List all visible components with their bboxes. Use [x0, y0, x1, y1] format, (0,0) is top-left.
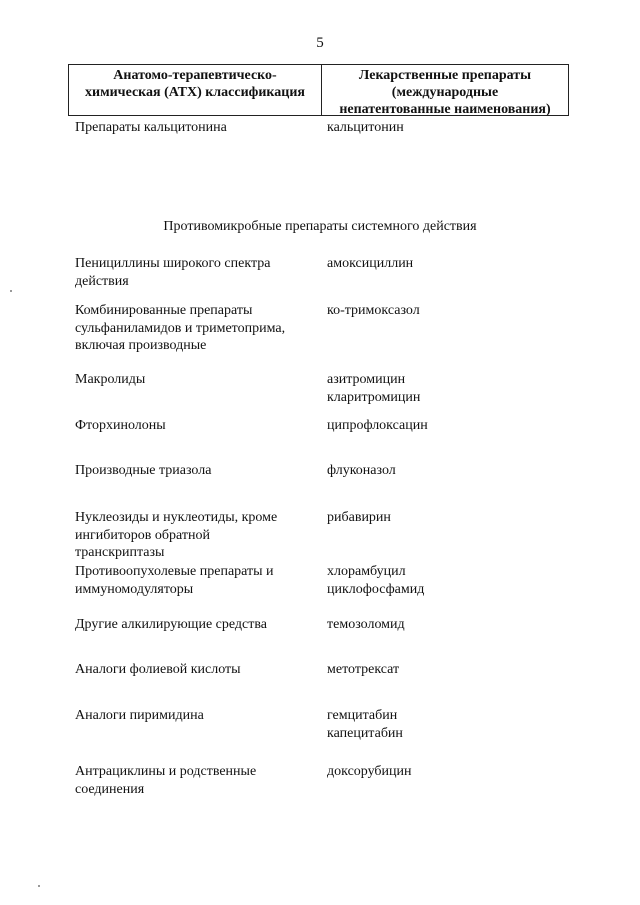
atx-cell: [75, 417, 315, 435]
drug-text: хлорамбуцил: [327, 564, 406, 579]
header-drugs-column: [322, 65, 568, 115]
drug-text: кальцитонин: [327, 120, 404, 135]
drug-text: циклофосфамид: [327, 581, 425, 597]
atx-cell: [75, 616, 315, 634]
drug-cell: [327, 371, 567, 406]
drug-text: рибавирин: [327, 510, 391, 525]
drug-cell: [327, 119, 567, 137]
atx-cell: [75, 707, 315, 725]
header-atx-line: Анатомо-терапевтическо-: [113, 68, 277, 83]
atx-text: включая производные: [75, 338, 207, 353]
drug-cell: [327, 707, 567, 742]
drug-text: кларитромицин: [327, 389, 421, 405]
atx-cell: [75, 509, 315, 562]
header-drugs-line: (международные: [391, 85, 499, 100]
drug-text: метотрексат: [327, 662, 400, 677]
atx-cell: [75, 763, 315, 798]
drug-text: флуконазол: [327, 463, 396, 478]
drug-text: темозоломид: [327, 617, 405, 632]
atx-text: Пенициллины широкого спектра: [75, 256, 271, 271]
drug-cell: [327, 763, 567, 781]
atx-cell: [75, 371, 315, 389]
atx-text: Аналоги фолиевой кислоты: [75, 662, 241, 677]
atx-text: ингибиторов обратной: [75, 527, 210, 543]
drug-text: амоксициллин: [327, 256, 414, 271]
atx-text: Комбинированные препараты: [75, 303, 253, 318]
atx-cell: [75, 302, 315, 355]
drug-cell: [327, 462, 567, 480]
drug-text: азитромицин: [327, 372, 406, 387]
atx-cell: [75, 255, 315, 290]
drug-cell: [327, 563, 567, 598]
header-drugs-line: Лекарственные препараты: [358, 68, 532, 83]
atx-cell: [75, 563, 315, 598]
atx-text: транскриптазы: [75, 545, 165, 560]
header-atx-column: [69, 65, 322, 115]
drug-cell: [327, 661, 567, 679]
drug-cell: [327, 302, 567, 320]
page-number: 5: [316, 35, 324, 51]
scan-mark: [10, 290, 12, 292]
atx-text: Препараты кальцитонина: [75, 120, 227, 135]
header-atx-line: химическая (АТХ) классификация: [85, 85, 305, 100]
section-heading: Противомикробные препараты системного действия: [163, 219, 477, 234]
atx-cell: [75, 119, 315, 137]
table-header: [68, 64, 569, 116]
drug-text: гемцитабин: [327, 708, 398, 723]
atx-text: Аналоги пиримидина: [75, 708, 204, 723]
drug-cell: [327, 616, 567, 634]
drug-text: ципрофлоксацин: [327, 418, 428, 433]
atx-text: Противоопухолевые препараты и: [75, 564, 274, 579]
atx-text: иммуномодуляторы: [75, 581, 194, 597]
atx-text: соединения: [75, 781, 145, 797]
drug-text: капецитабин: [327, 725, 403, 741]
atx-text: Производные триазола: [75, 463, 212, 478]
atx-cell: [75, 462, 315, 480]
header-drugs-line: непатентованные наименования): [339, 102, 551, 117]
drug-cell: [327, 417, 567, 435]
atx-text: Антрациклины и родственные: [75, 764, 257, 779]
drug-cell: [327, 509, 567, 527]
drug-cell: [327, 255, 567, 273]
atx-text: действия: [75, 273, 129, 289]
atx-text: Фторхинолоны: [75, 418, 166, 433]
drug-text: ко-тримоксазол: [327, 303, 420, 318]
atx-text: сульфаниламидов и триметоприма,: [75, 320, 286, 336]
atx-text: Макролиды: [75, 372, 146, 387]
scan-mark: [38, 885, 40, 887]
atx-text: Другие алкилирующие средства: [75, 617, 268, 632]
atx-text: Нуклеозиды и нуклеотиды, кроме: [75, 510, 278, 525]
atx-cell: [75, 661, 315, 679]
drug-text: доксорубицин: [327, 764, 412, 779]
